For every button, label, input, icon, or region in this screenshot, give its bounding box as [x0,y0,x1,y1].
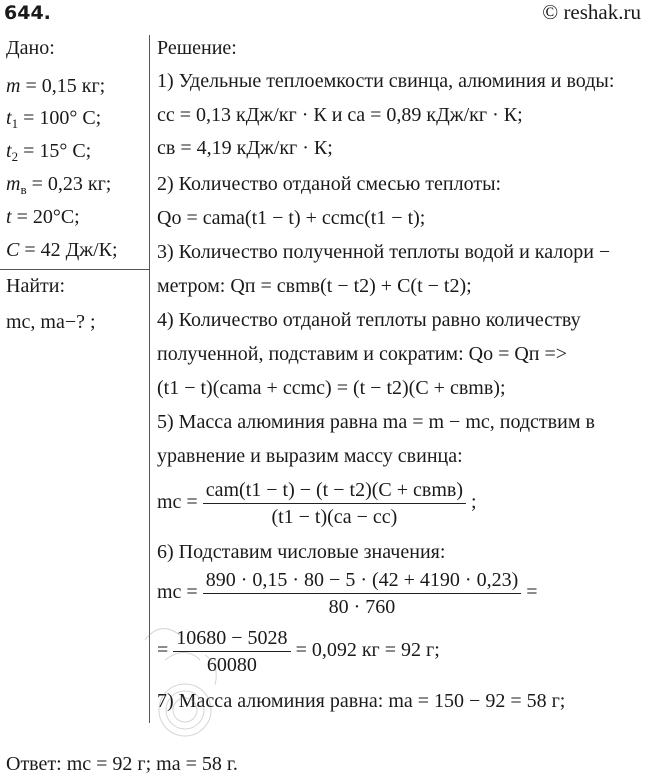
step-3: 3) Количество полученной теплоты водой и калори − [157,241,611,263]
formula-tail: = [526,581,538,604]
given-item-C: C = 42 Дж/К; [6,239,118,261]
fraction-denominator: (t1 − t)(cа − cс) [271,506,398,528]
given-item-mv: $m_в = 0,23$ кг; [6,173,112,197]
step-1: 1) Удельные теплоемкости свинца, алюминия и воды: [157,70,615,92]
find-title: Найти: [6,275,66,297]
step-3-cont: метром: Qп = cвmв(t − t2) + C(t − t2); [157,275,472,297]
fraction [203,568,522,619]
formula-tail: = 0,092 кг = 92 г; [295,639,440,662]
formula-lhs: mс = [157,581,198,604]
fraction-denominator: 80 · 760 [328,596,396,618]
find-value: mс, mа−? ; [6,311,96,333]
fraction [203,478,466,529]
step-2: 2) Количество отданой смесью теплоты: [157,173,502,195]
given-item-t1: $t_1 = 100^\circ$ C; [6,107,102,131]
step-4-eq: (t1 − t)(cаmа + cсmс) = (t − t2)(C + cвmв); [157,377,506,399]
column-divider [149,35,150,723]
step-1-eq-1: cс = 0,13 кДж/кг · К и cа = 0,89 кДж/кг · К; [157,104,523,126]
step-2-eq: Qо = cаmа(t1 − t) + cсmс(t1 − t); [157,207,426,229]
formula-tail: ; [471,491,477,514]
step-5-formula [157,478,477,529]
fraction [173,626,290,677]
given-item-m: m = 0,15 кг; [6,75,106,97]
formula-lhs: mс = [157,491,198,514]
step-5-cont: уравнение и выразим массу свинца: [157,445,463,467]
fraction-numerator: cаm(t1 − t) − (t − t2)(C + cвmв) [203,478,466,504]
step-6: 6) Подставим числовые значения: [157,541,446,563]
site-watermark-text: © reshak.ru [542,0,641,24]
answer-value: mс = 92 г; mа = 58 г. [66,753,238,775]
given-find-divider [0,269,149,270]
given-item-t2: $t_2 = 15^\circ$ C; [6,140,92,164]
step-6-result [157,626,440,677]
given-title: Дано: [6,37,55,59]
answer [6,752,238,776]
step-5: 5) Масса алюминия равна mа = m − mс, подствим в [157,411,595,433]
formula-lhs: = [157,639,169,662]
solution-title: Решение: [157,37,237,59]
step-7: 7) Масса алюминия равна: mа = 150 − 92 = 58 г; [157,690,566,712]
problem-number: 644. [4,2,51,24]
fraction-numerator: 10680 − 5028 [173,626,290,652]
step-4: 4) Количество отданой теплоты равно количеству [157,309,581,331]
step-6-formula [157,568,538,619]
step-1-eq-2: cв = 4,19 кДж/кг · К; [157,137,333,159]
step-4-cont: полученной, подставим и сократим: Qо = Qп => [157,343,568,365]
given-item-t: t = 20°C; [6,206,80,228]
fraction-denominator: 60080 [206,654,257,676]
answer-label: Ответ: [6,753,62,775]
fraction-numerator: 890 · 0,15 · 80 − 5 · (42 + 4190 · 0,23) [203,568,522,594]
